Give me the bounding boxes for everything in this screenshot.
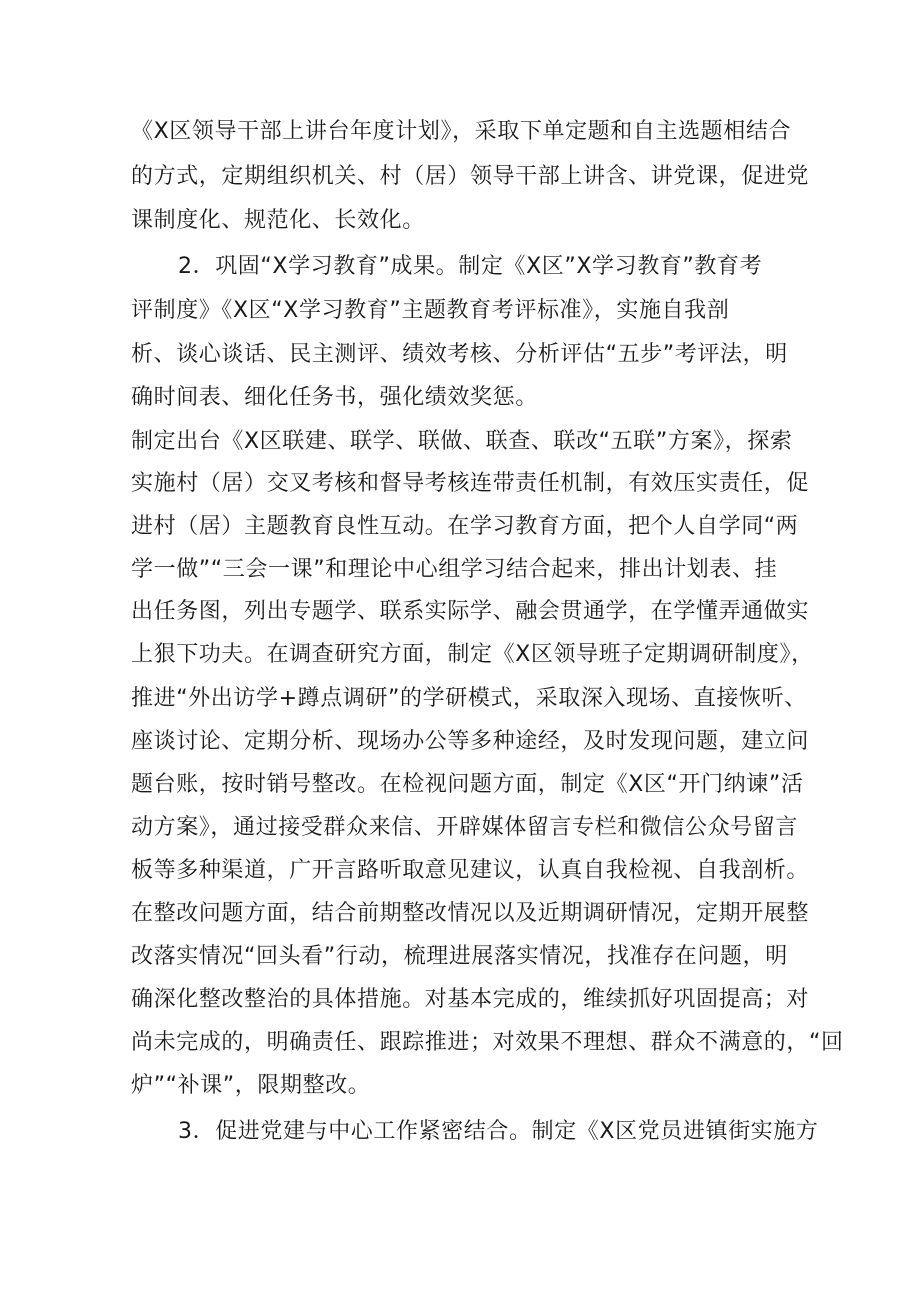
text-line: 进村（居）主题教育良性互动。在学习教育方面，把个人自学同“两: [131, 514, 799, 539]
text-line: 推进“外出访学+蹲点调研”的学研模式，采取深入现场、直接恢听、: [131, 686, 807, 711]
text-line: 动方案》，通过接受群众来信、开辟媒体留言专栏和微信公众号留言: [131, 815, 799, 840]
text-line: 《X区领导干部上讲台年度计划》，采取下单定题和自主选题相结合: [131, 119, 792, 144]
text-line: 评制度》《X区“X学习教育”主题教育考评标准》，实施自我剖: [131, 298, 730, 323]
text-line: 析、谈心谈话、民主测评、绩效考核、分析评估“五步”考评法，明: [131, 342, 788, 367]
text-line: 在整改问题方面，结合前期整改情况以及近期调研情况，定期开展整: [131, 901, 810, 926]
text-line: 板等多种渠道，广开言路听取意见建议，认真自我检视、自我剖析。: [131, 858, 810, 883]
text-line: 确深化整改整治的具体措施。对基本完成的，维续抓好巩固提高；对: [131, 987, 810, 1012]
text-line: 的方式，定期组织机关、村（居）领导干部上讲含、讲党课，促进党: [131, 164, 810, 189]
text-line: 座谈讨论、定期分析、现场办公等多种途经，及时发现问题，建立问: [131, 729, 810, 754]
text-line: 3．促进党建与中心工作紧密结合。制定《X区党员进镇街实施方: [178, 1119, 819, 1144]
text-line: 题台账，按时销号整改。在检视问题方面，制定《X区“开门纳谏”活: [131, 772, 804, 797]
text-line: 出任务图，列出专题学、联系实际学、融会贯通学，在学懂弄通做实: [131, 599, 810, 624]
text-line: 实施村（居）交叉考核和督导考核连带责任机制，有效压实责任，促: [131, 471, 810, 496]
text-line: 课制度化、规范化、长效化。: [131, 208, 425, 233]
text-line: 制定出台《X区联建、联学、联做、联查、联改“五联”方案》，探索: [131, 429, 793, 454]
text-line: 上狠下功夫。在调查研究方面，制定《X区领导班子定期调研制度》，: [131, 642, 814, 667]
text-line: 炉”“补课”，限期整改。: [131, 1073, 371, 1098]
text-line: 确时间表、细化任务书，强化绩效奖惩。: [131, 385, 538, 410]
text-line: 学一做”“三会一课”和理论中心组学习结合起来，排出计划表、挂: [131, 557, 778, 582]
text-line: 改落实情况“回头看”行动，梳理进展落实情况，找准存在问题，明: [131, 944, 788, 969]
text-line: 尚未完成的，明确责任、跟踪推进；对效果不理想、群众不满意的，“回: [131, 1030, 844, 1055]
text-line: 2．巩固“X学习教育”成果。制定《X区”X学习教育”教育考: [178, 254, 763, 279]
